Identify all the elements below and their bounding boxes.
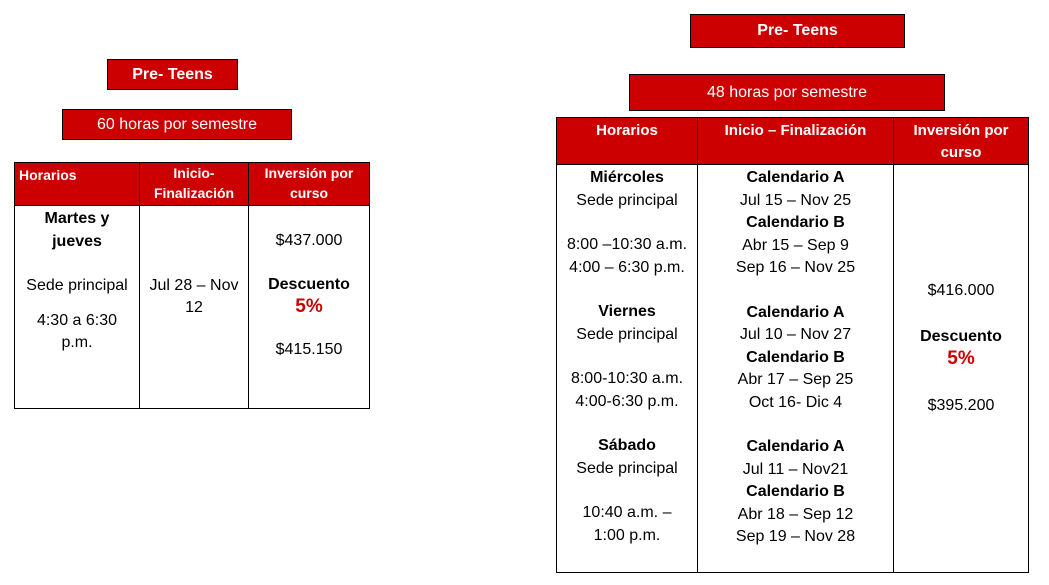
- right-cal-b-dates2-wednesday: Sep 16 – Nov 25: [735, 259, 856, 276]
- right-time2-wednesday: 4:00 – 6:30 p.m.: [569, 258, 685, 276]
- right-cal-b-wednesday: Calendario B: [746, 214, 845, 231]
- left-discount-pct: 5%: [295, 296, 323, 317]
- right-header-inicio: Inicio – Finalización: [698, 118, 894, 165]
- right-header-inversion: Inversión por curso: [894, 118, 1029, 165]
- right-cal-a-wednesday: Calendario A: [746, 169, 845, 186]
- right-discounted-price: $395.200: [927, 396, 995, 414]
- right-cal-b-dates2-saturday: Sep 19 – Nov 28: [735, 528, 856, 545]
- right-time1-saturday: 10:40 a.m. –: [582, 504, 672, 521]
- left-schedule-table: [14, 162, 370, 409]
- right-horarios-cell: [557, 165, 698, 573]
- right-location-saturday: Sede principal: [576, 459, 678, 477]
- right-price-cell: [894, 165, 1029, 573]
- right-discount-label: Descuento: [920, 327, 1002, 345]
- right-schedule-table: [556, 117, 1029, 573]
- right-title: Pre- Teens: [690, 14, 905, 48]
- right-day-saturday: Sábado: [598, 437, 656, 454]
- right-time2-friday: 4:00-6:30 p.m.: [575, 392, 679, 410]
- left-time: 4:30 a 6:30 p.m.: [36, 311, 118, 351]
- right-cal-a-saturday: Calendario A: [746, 438, 845, 455]
- right-cal-a-dates-wednesday: Jul 15 – Nov 25: [739, 191, 852, 209]
- left-horarios-cell: [15, 206, 140, 409]
- right-cal-b-dates2-friday: Oct 16- Dic 4: [748, 393, 843, 411]
- right-cal-a-dates-saturday: Jul 11 – Nov21: [742, 460, 849, 478]
- right-header-horarios: Horarios: [557, 118, 698, 165]
- left-price: $437.000: [275, 232, 343, 249]
- right-day-wednesday: Miércoles: [590, 169, 664, 186]
- left-header-inversion: Inversión por curso: [249, 163, 370, 206]
- left-header-inicio: Inicio- Finalización: [140, 163, 249, 206]
- left-dates-cell: [140, 206, 249, 409]
- right-price: $416.000: [927, 282, 995, 299]
- left-dates: Jul 28 – Nov 12: [149, 276, 239, 316]
- left-discount-label: Descuento: [268, 275, 350, 293]
- right-cal-b-friday: Calendario B: [746, 348, 845, 366]
- left-days: Martes y jueves: [44, 210, 110, 250]
- right-dates-cell: [698, 165, 894, 573]
- right-cal-b-saturday: Calendario B: [746, 483, 845, 500]
- right-cal-b-dates1-saturday: Abr 18 – Sep 12: [737, 505, 854, 523]
- right-cal-a-friday: Calendario A: [746, 303, 845, 321]
- left-location: Sede principal: [26, 277, 128, 294]
- left-title: Pre- Teens: [107, 59, 238, 90]
- left-hours-banner: 60 horas por semestre: [62, 109, 292, 140]
- right-time1-wednesday: 8:00 –10:30 a.m.: [566, 236, 688, 253]
- right-cal-a-dates-friday: Jul 10 – Nov 27: [739, 326, 852, 343]
- right-discount-pct: 5%: [947, 348, 975, 369]
- right-cal-b-dates1-friday: Abr 17 – Sep 25: [737, 371, 854, 388]
- right-location-wednesday: Sede principal: [576, 191, 678, 209]
- left-discounted-price: $415.150: [275, 340, 343, 358]
- right-hours-banner: 48 horas por semestre: [629, 74, 945, 111]
- right-time1-friday: 8:00-10:30 a.m.: [570, 370, 684, 387]
- right-time2-saturday: 1:00 p.m.: [593, 526, 661, 544]
- right-cal-b-dates1-wednesday: Abr 15 – Sep 9: [742, 236, 849, 254]
- left-header-horarios: Horarios: [15, 163, 140, 206]
- right-location-friday: Sede principal: [576, 325, 678, 343]
- left-price-cell: [249, 206, 370, 409]
- right-day-friday: Viernes: [598, 303, 656, 320]
